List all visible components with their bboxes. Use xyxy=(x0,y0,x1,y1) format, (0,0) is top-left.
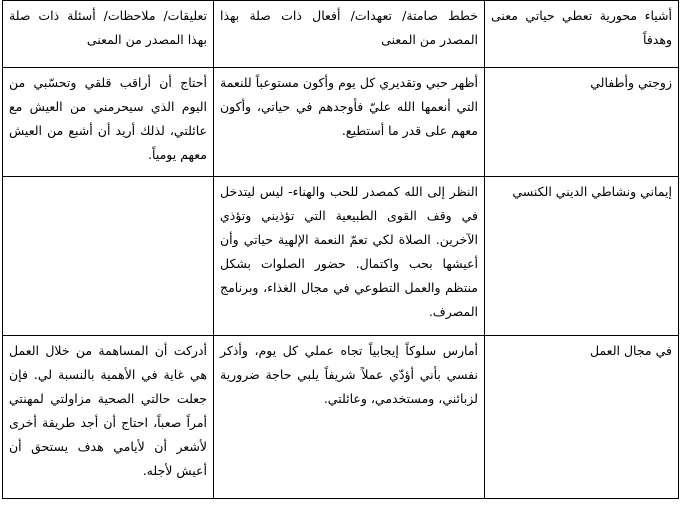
row-notes-cell: أدركت أن المساهمة من خلال العمل هي غاية في الأهمية بالنسبة لي. فإن جعلت حالتي الصحية مزاولتي لمهنتي أمراً صعباً، احتاج أن أجد طريقة أخرى لأشعر أن لأيامي هدف يستحق أن أعيش لأجله. xyxy=(3,336,214,499)
table-row xyxy=(3,336,679,499)
row-source-cell: زوجتي وأطفالي xyxy=(485,68,679,177)
table-row xyxy=(3,177,679,336)
row-source-cell: إيماني ونشاطي الديني الكنسي xyxy=(485,177,679,336)
table-header-row xyxy=(3,1,679,68)
row-plans-cell: أظهر حبي وتقديري كل يوم وأكون مستوعباً للنعمة التي أنعمها الله عليّ فأوجدهم في حياتي، وأكون معهم على قدر ما أستطيع. xyxy=(214,68,485,177)
header-notes: تعليقات/ ملاحظات/ أسئلة ذات صلة بهذا المصدر من المعنى xyxy=(3,1,214,68)
meaning-sources-table xyxy=(2,0,679,499)
table-row xyxy=(3,68,679,177)
header-sources: أشياء محورية تعطي حياتي معنى وهدفاً xyxy=(485,1,679,68)
row-plans-cell: النظر إلى الله كمصدر للحب والهناء- ليس ليتدخل في وقف القوى الطبيعية التي تؤذيني وتؤذي الآخرين. الصلاة لكي تعمّ النعمة الإلهية حياتي وأن أعيشها بحب واكتمال. حضور الصلوات بشكل منتظم والعمل التطوعي في مجال الغذاء، وبرنامج المصرف. xyxy=(214,177,485,336)
header-plans: خطط صامتة/ تعهدات/ أفعال ذات صلة بهذا المصدر من المعنى xyxy=(214,1,485,68)
row-notes-cell: أحتاج أن أراقب قلقي وتحسّبي من اليوم الذي سيحرمني من العيش مع عائلتي، لذلك أريد أن أشبع من العيش معهم يومياً. xyxy=(3,68,214,177)
row-plans-cell: أمارس سلوكاً إيجابياً تجاه عملي كل يوم، وأذكر نفسي بأني أؤدّي عملاً شريفاً يلبي حاجة ضرورية لزبائني، ومستخدمي، وعائلتي. xyxy=(214,336,485,499)
row-notes-cell xyxy=(3,177,214,336)
row-source-cell: في مجال العمل xyxy=(485,336,679,499)
